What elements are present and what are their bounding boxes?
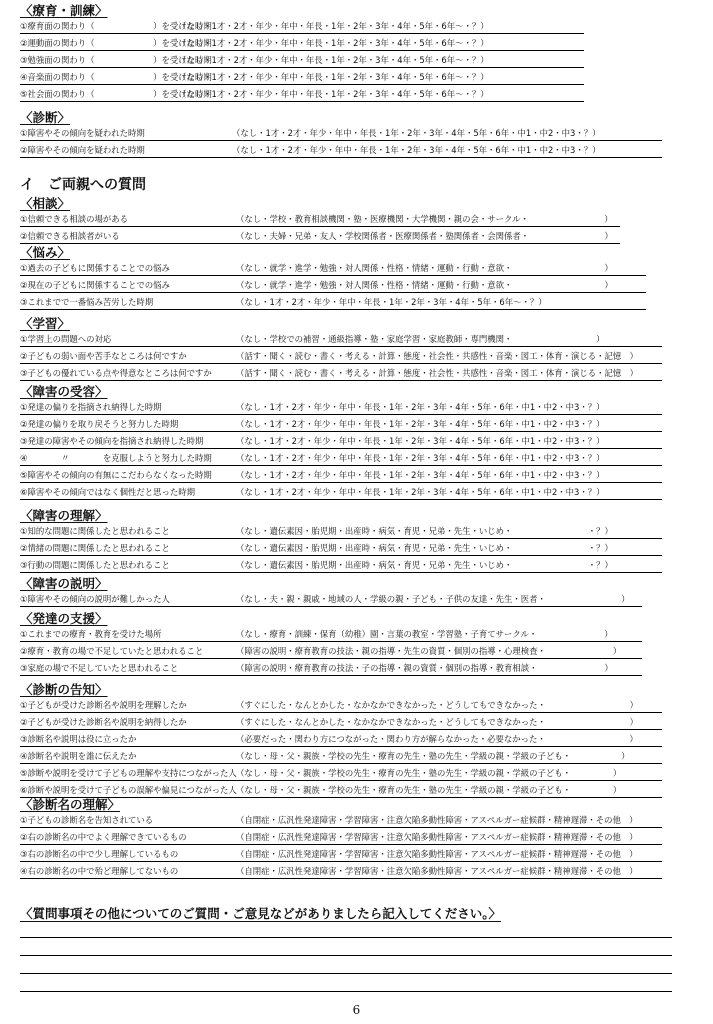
- question-text: ①子どもの診断名を告知されている: [20, 815, 154, 825]
- section-heading: 〈療育・訓練〉: [20, 3, 108, 18]
- answer-options[interactable]: （なし・1才・2才・年少・年中・年長・1年・2年・3年・4年・5年・6年～・？）: [178, 21, 489, 31]
- answer-options[interactable]: （なし・遺伝素因・胎児期・出産時・病気・育児・兄弟・先生・いじめ・ ・？）: [236, 560, 613, 570]
- question-text: ①信頼できる相談の場がある: [20, 214, 129, 224]
- answer-options[interactable]: （話す・聞く・読む・書く・考える・計算・態度・社会性・共感性・音楽・図工・体育・演じる・記憶 ）: [236, 351, 638, 361]
- answer-options[interactable]: （なし・1才・2才・年少・年中・年長・1年・2年・3年・4年・5年・6年・中1・中2・中3・？）: [232, 145, 601, 155]
- question-text: ③家庭の場で不足していたと思われること: [20, 663, 179, 673]
- answer-options[interactable]: （自閉症・広汎性発達障害・学習障害・注意欠陥多動性障害・アスペルガー症候群・精神遅滞・その他 ）: [236, 866, 638, 876]
- question-text: ⑥診断や説明を受けて子どもの誤解や偏見につながった人: [20, 785, 237, 795]
- question-text: ②障害やその傾向を疑われた時期: [20, 145, 145, 155]
- answer-options[interactable]: （なし・1才・2才・年少・年中・年長・1年・2年・3年・4年・5年・6年・中1・中2・中3・？）: [236, 402, 605, 412]
- answer-options[interactable]: （話す・聞く・読む・書く・考える・計算・態度・社会性・共感性・音楽・図工・体育・演じる・記憶 ）: [236, 368, 638, 378]
- part-title: イ ご両親への質問: [20, 177, 146, 193]
- question-text: ①子どもが受けた診断名や説明を理解したか: [20, 700, 187, 710]
- answer-underline: [20, 572, 662, 573]
- answer-options[interactable]: （なし・1才・2才・年少・年中・年長・1年・2年・3年・4年・5年・6年・中1・中2・中3・？）: [236, 470, 605, 480]
- answer-options[interactable]: （なし・1才・2才・年少・年中・年長・1年・2年・3年・4年・5年・6年・中1・中2・中3・？）: [236, 487, 605, 497]
- question-text: ③これまでで一番悩み苦労した時期: [20, 297, 154, 307]
- question-text: ②子どもの弱い面や苦手なところは何ですか: [20, 351, 187, 361]
- question-text: ③勉強面の関わり（ ）を受けた時期: [20, 55, 212, 65]
- answer-options[interactable]: （なし・1才・2才・年少・年中・年長・1年・2年・3年・4年・5年・6年～・？）: [178, 55, 489, 65]
- section-heading: 〈障害の説明〉: [20, 576, 108, 591]
- answer-options[interactable]: （なし・1才・2才・年少・年中・年長・1年・2年・3年・4年・5年・6年・中1・中2・中3・？）: [236, 419, 605, 429]
- comment-line[interactable]: [20, 991, 672, 992]
- comment-line[interactable]: [20, 955, 672, 956]
- answer-options[interactable]: （なし・遺伝素因・胎児期・出産時・病気・育児・兄弟・先生・いじめ・ ・？）: [236, 543, 613, 553]
- answer-underline: [20, 482, 662, 483]
- answer-options[interactable]: （なし・母・父・親族・学校の先生・療育の先生・塾の先生・学級の親・学級の子ども・ ）: [236, 751, 630, 761]
- question-text: ②信頼できる相談者がいる: [20, 231, 120, 241]
- section-heading: 〈相談〉: [20, 196, 71, 211]
- answer-underline: [20, 243, 620, 244]
- answer-underline: [20, 309, 646, 310]
- question-text: ①障害やその傾向の説明が難しかった人: [20, 594, 170, 604]
- question-text: ⑤社会面の関わり（ ）を受けた時期: [20, 89, 212, 99]
- answer-underline: [20, 729, 662, 730]
- section-heading: 〈障害の理解〉: [20, 508, 108, 523]
- answer-options[interactable]: （自閉症・広汎性発達障害・学習障害・注意欠陥多動性障害・アスペルガー症候群・精神遅滞・その他 ）: [236, 849, 638, 859]
- question-text: ②発達の偏りを取り戻そうと努力した時期: [20, 419, 179, 429]
- answer-underline: [20, 33, 584, 34]
- answer-underline: [20, 101, 584, 102]
- question-text: ②療育・教育の場で不足していたと思われること: [20, 646, 204, 656]
- question-text: ②運動面の関わり（ ）を受けた時期: [20, 38, 212, 48]
- answer-underline: [20, 292, 646, 293]
- answer-underline: [20, 844, 662, 845]
- answer-options[interactable]: （なし・療育・訓練・保育（幼稚）園・言葉の教室・学習塾・子育てサークル・ ）: [236, 629, 613, 639]
- question-text: ③行動の問題に関係したと思われること: [20, 560, 170, 570]
- question-text: ⑤障害やその傾向の有無にこだわらなくなった時期: [20, 470, 212, 480]
- answer-options[interactable]: （なし・学校・教育相談機関・塾・医療機関・大学機関・親の会・サークル・ ）: [236, 214, 613, 224]
- question-text: ①過去の子どもに関係することでの悩み: [20, 263, 170, 273]
- question-text: ①学習上の問題への対応: [20, 334, 112, 344]
- answer-underline: [20, 878, 662, 879]
- answer-options[interactable]: （自閉症・広汎性発達障害・学習障害・注意欠陥多動性障害・アスペルガー症候群・精神遅滞・その他 ）: [236, 832, 638, 842]
- answer-options[interactable]: （なし・母・父・親族・学校の先生・療育の先生・塾の先生・学級の親・学級の子ども・ ）: [236, 785, 622, 795]
- comment-line[interactable]: [20, 937, 672, 938]
- answer-options[interactable]: （すぐにした・なんとかした・なかなかできなかった・どうしてもできなかった・ ）: [236, 700, 638, 710]
- answer-underline: [20, 861, 662, 862]
- answer-underline: [20, 363, 662, 364]
- answer-options[interactable]: （自閉症・広汎性発達障害・学習障害・注意欠陥多動性障害・アスペルガー症候群・精神遅滞・その他 ）: [236, 815, 638, 825]
- answer-underline: [20, 827, 662, 828]
- page-number: 6: [352, 1003, 361, 1017]
- answer-options[interactable]: （なし・就学・進学・勉強・対人関係・性格・情緒・運動・行動・意欲・ ）: [236, 263, 613, 273]
- question-text: ②現在の子どもに関係することでの悩み: [20, 280, 170, 290]
- question-text: ①療育面の関わり（ ）を受けた時期: [20, 21, 212, 31]
- answer-options[interactable]: （なし・1才・2才・年少・年中・年長・1年・2年・3年・4年・5年・6年～・？）: [236, 297, 547, 307]
- answer-underline: [20, 675, 642, 676]
- answer-options[interactable]: （なし・就学・進学・勉強・対人関係・性格・情緒・運動・行動・意欲・ ）: [236, 280, 613, 290]
- question-text: ①これまでの療育・教育を受けた場所: [20, 629, 162, 639]
- answer-underline: [20, 448, 662, 449]
- question-text: ①発達の偏りを指摘され納得した時期: [20, 402, 162, 412]
- answer-options[interactable]: （なし・1才・2才・年少・年中・年長・1年・2年・3年・4年・5年・6年～・？）: [178, 38, 489, 48]
- answer-underline: [20, 763, 662, 764]
- question-text: ②右の診断名の中でよく理解できているもの: [20, 832, 187, 842]
- question-text: ⑤診断や説明を受けて子どもの理解や支持につながった人: [20, 768, 237, 778]
- answer-underline: [20, 140, 662, 141]
- answer-underline: [20, 538, 662, 539]
- answer-options[interactable]: （なし・夫婦・兄弟・友人・学校関係者・医療関係者・塾関係者・会関係者・ ）: [236, 231, 613, 241]
- answer-underline: [20, 275, 646, 276]
- answer-underline: [20, 157, 662, 158]
- answer-options[interactable]: （障害の説明・療育教育の技法・親の指導・先生の資質・個別の指導・心理検査・ ）: [236, 646, 622, 656]
- answer-underline: [20, 712, 662, 713]
- section-heading: 〈悩み〉: [20, 245, 71, 260]
- answer-underline: [20, 50, 584, 51]
- question-text: ①知的な問題に関係したと思われること: [20, 526, 170, 536]
- answer-options[interactable]: （なし・学校での補習・通級指導・塾・家庭学習・家庭教師・専門機関・ ）: [236, 334, 605, 344]
- question-text: ③診断名や説明は役に立ったか: [20, 734, 137, 744]
- answer-underline: [20, 346, 662, 347]
- answer-options[interactable]: （なし・1才・2才・年少・年中・年長・1年・2年・3年・4年・5年・6年～・？）: [178, 72, 489, 82]
- answer-options[interactable]: （なし・夫・親・親戚・地域の人・学級の親・子ども・子供の友達・先生・医者・ ）: [236, 594, 630, 604]
- comment-line[interactable]: [20, 973, 672, 974]
- question-text: ⑥障害やその傾向ではなく個性だと思った時期: [20, 487, 196, 497]
- answer-options[interactable]: （必要だった・関わり方につながった・関わり方が解らなかった・必要なかった・ ）: [236, 734, 638, 744]
- question-text: ①障害やその傾向を疑われた時期: [20, 128, 145, 138]
- answer-underline: [20, 606, 642, 607]
- question-text: ③子どもの優れている点や得意なところは何ですか: [20, 368, 212, 378]
- answer-options[interactable]: （なし・1才・2才・年少・年中・年長・1年・2年・3年・4年・5年・6年・中1・中2・中3・？）: [236, 436, 605, 446]
- section-heading: 〈学習〉: [20, 316, 71, 331]
- question-text: ④診断名や説明を誰に伝えたか: [20, 751, 137, 761]
- question-text: ③右の診断名の中で少し理解しているもの: [20, 849, 179, 859]
- section-heading: 〈診断の告知〉: [20, 682, 108, 697]
- answer-options[interactable]: （すぐにした・なんとかした・なかなかできなかった・どうしてもできなかった・ ）: [236, 717, 638, 727]
- answer-underline: [20, 431, 662, 432]
- answer-options[interactable]: （なし・1才・2才・年少・年中・年長・1年・2年・3年・4年・5年・6年・中1・中2・中3・？）: [236, 453, 605, 463]
- question-text: ②情緒の問題に関係したと思われること: [20, 543, 170, 553]
- question-text: ④ 〃 を克服しようと努力した時期: [20, 453, 212, 463]
- answer-underline: [20, 780, 662, 781]
- section-heading: 〈診断名の理解〉: [20, 797, 121, 812]
- answer-underline: [20, 380, 662, 381]
- question-text: ④音楽面の関わり（ ）を受けた時期: [20, 72, 212, 82]
- section-heading: 〈障害の受容〉: [20, 384, 108, 399]
- question-text: ②子どもが受けた診断名や説明を納得したか: [20, 717, 187, 727]
- section-heading: 〈発達の支援〉: [20, 611, 108, 626]
- question-text: ④右の診断名の中で殆ど理解してないもの: [20, 866, 179, 876]
- answer-underline: [20, 555, 662, 556]
- answer-underline: [20, 226, 620, 227]
- answer-underline: [20, 414, 662, 415]
- answer-underline: [20, 499, 662, 500]
- answer-underline: [20, 658, 642, 659]
- answer-options[interactable]: （なし・母・父・親族・学校の先生・療育の先生・塾の先生・学級の親・学級の子ども・ ）: [236, 768, 622, 778]
- answer-underline: [20, 84, 584, 85]
- answer-underline: [20, 465, 662, 466]
- answer-options[interactable]: （なし・遺伝素因・胎児期・出産時・病気・育児・兄弟・先生・いじめ・ ・？）: [236, 526, 613, 536]
- answer-options[interactable]: （障害の説明・療育教育の技法・子の指導・親の資質・個別の指導・教育相談・ ）: [236, 663, 613, 673]
- answer-options[interactable]: （なし・1才・2才・年少・年中・年長・1年・2年・3年・4年・5年・6年～・？）: [178, 89, 489, 99]
- answer-options[interactable]: （なし・1才・2才・年少・年中・年長・1年・2年・3年・4年・5年・6年・中1・中2・中3・？）: [232, 128, 601, 138]
- answer-underline: [20, 641, 642, 642]
- answer-underline: [20, 746, 662, 747]
- comments-title: 〈質問事項その他についてのご質問・ご意見などがありましたら記入してください。〉: [20, 906, 502, 921]
- section-heading: 〈診断〉: [20, 110, 71, 125]
- answer-underline: [20, 67, 584, 68]
- question-text: ③発達の障害やその傾向を指摘され納得した時期: [20, 436, 204, 446]
